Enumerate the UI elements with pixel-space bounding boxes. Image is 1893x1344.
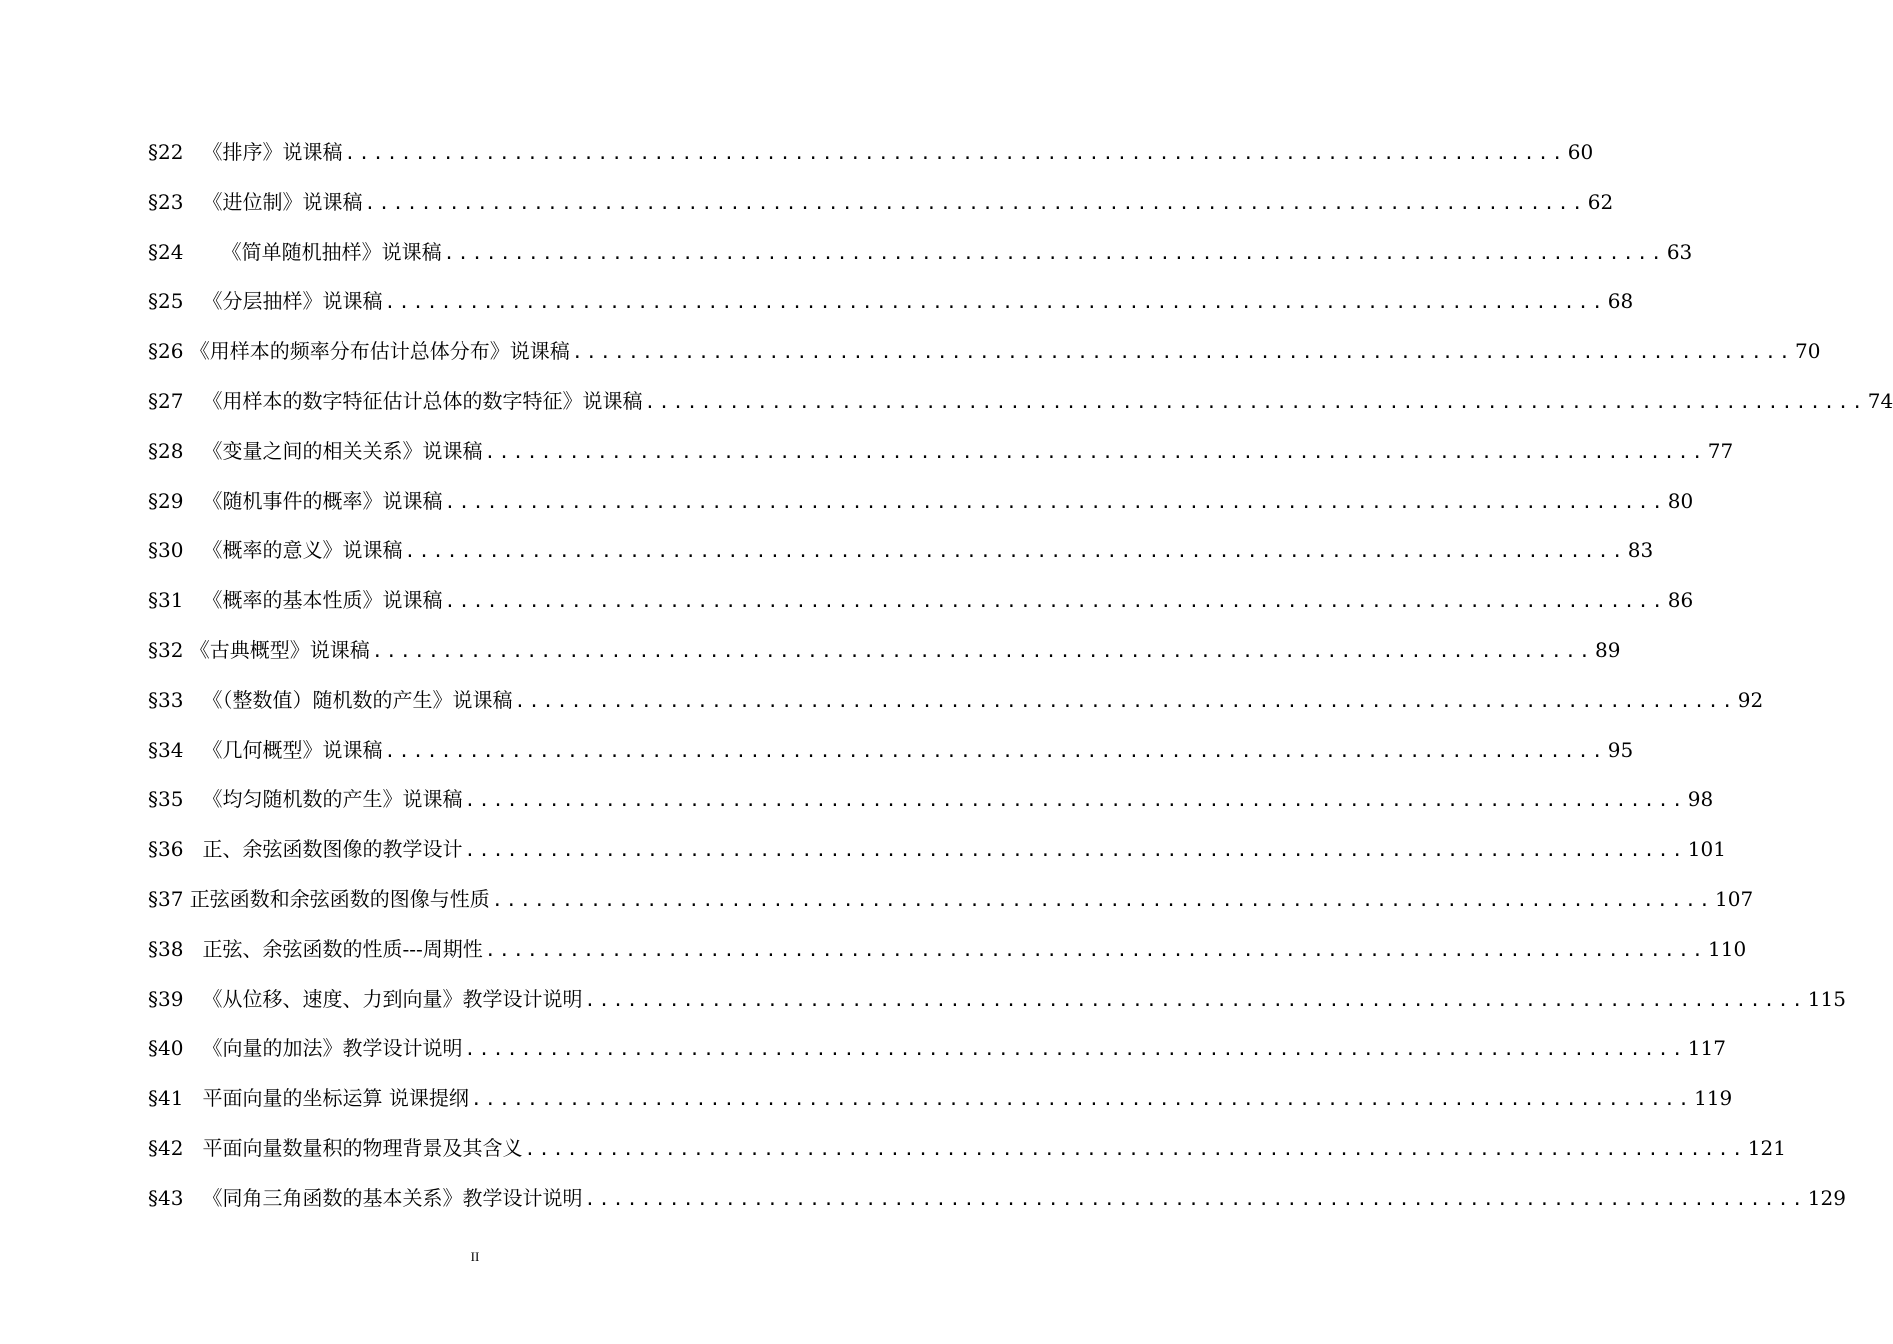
entry-section-number: §36 xyxy=(148,837,184,862)
entry-title: 《用样本的频率分布估计总体分布》说课稿 xyxy=(183,339,570,364)
entry-page-number: 77 xyxy=(1707,438,1734,463)
entry-title: 《同角三角函数的基本关系》教学设计说明 xyxy=(183,1185,583,1210)
toc-entry[interactable] xyxy=(148,1024,1726,1074)
entry-title: 《概率的基本性质》说课稿 xyxy=(183,588,443,613)
entry-page-number: 117 xyxy=(1687,1036,1726,1061)
entry-section-number: §34 xyxy=(148,737,184,762)
entry-title: 《排序》说课稿 xyxy=(183,140,343,164)
entry-section-number: §26 xyxy=(148,339,184,364)
entry-title: 《从位移、速度、力到向量》教学设计说明 xyxy=(183,986,583,1011)
toc-entry[interactable] xyxy=(148,775,1714,825)
toc-entry[interactable] xyxy=(148,576,1694,626)
toc-entry[interactable] xyxy=(148,377,1893,427)
entry-page-number: 95 xyxy=(1607,737,1634,762)
dot-leader: ....................................................................................... xyxy=(444,591,1666,613)
dot-leader: ....................................................................................... xyxy=(464,1039,1686,1061)
entry-page-number: 60 xyxy=(1567,140,1594,164)
entry-section-number: §37 xyxy=(148,886,184,911)
entry-title: 《（整数值）随机数的产生》说课稿 xyxy=(183,687,513,712)
toc-entry[interactable] xyxy=(148,975,1846,1025)
entry-section-number: §29 xyxy=(148,488,184,513)
entry-title: 《古典概型》说课稿 xyxy=(183,637,370,662)
entry-title: 《向量的加法》教学设计说明 xyxy=(183,1036,463,1061)
dot-leader: ....................................................................................... xyxy=(514,690,1736,712)
dot-leader: ....................................................................................... xyxy=(384,740,1606,762)
entry-page-number: 98 xyxy=(1687,787,1714,812)
dot-leader: ....................................................................................... xyxy=(404,541,1626,563)
toc-entry[interactable] xyxy=(148,477,1694,527)
entry-section-number: §22 xyxy=(148,140,184,164)
entry-section-number: §38 xyxy=(148,936,184,961)
entry-title: 《随机事件的概率》说课稿 xyxy=(183,488,443,513)
toc-entry[interactable] xyxy=(148,178,1614,228)
dot-leader: ....................................................................................... xyxy=(371,640,1594,662)
entry-section-number: §33 xyxy=(148,687,184,712)
entry-section-number: §35 xyxy=(148,787,184,812)
dot-leader: ....................................................................................... xyxy=(484,441,1706,463)
table-of-contents xyxy=(148,128,1893,1224)
toc-entry[interactable] xyxy=(148,726,1634,776)
dot-leader: ....................................................................................... xyxy=(464,790,1686,812)
entry-page-number: 70 xyxy=(1795,339,1821,364)
entry-page-number: 63 xyxy=(1666,239,1693,264)
entry-page-number: 80 xyxy=(1667,488,1694,513)
toc-entry[interactable] xyxy=(148,228,1693,278)
entry-page-number: 119 xyxy=(1694,1086,1733,1111)
dot-leader: ....................................................................................... xyxy=(470,1089,1693,1111)
dot-leader: ....................................................................................... xyxy=(464,840,1686,862)
entry-page-number: 101 xyxy=(1687,837,1726,862)
entry-page-number: 107 xyxy=(1715,886,1754,911)
toc-entry[interactable] xyxy=(148,676,1764,726)
entry-section-number: §25 xyxy=(148,289,184,314)
toc-entry[interactable] xyxy=(148,925,1747,975)
entry-title: 正弦函数和余弦函数的图像与性质 xyxy=(183,886,490,911)
dot-leader: ....................................................................................... xyxy=(364,192,1586,214)
entry-title: 《均匀随机数的产生》说课稿 xyxy=(183,787,463,812)
entry-page-number: 86 xyxy=(1667,588,1694,613)
entry-section-number: §24 xyxy=(148,239,184,264)
entry-page-number: 89 xyxy=(1595,637,1621,662)
entry-page-number: 62 xyxy=(1587,189,1614,214)
entry-section-number: §41 xyxy=(148,1086,184,1111)
entry-title: 《变量之间的相关关系》说课稿 xyxy=(183,438,483,463)
entry-page-number: 129 xyxy=(1807,1185,1846,1210)
entry-title: 正弦、余弦函数的性质---周期性 xyxy=(183,936,483,961)
toc-entry[interactable] xyxy=(148,1074,1733,1124)
entry-section-number: §40 xyxy=(148,1036,184,1061)
entry-title: 《几何概型》说课稿 xyxy=(183,737,383,762)
entry-page-number: 121 xyxy=(1747,1135,1786,1160)
dot-leader: ....................................................................................... xyxy=(524,1138,1746,1160)
toc-entry[interactable] xyxy=(148,277,1634,327)
entry-page-number: 83 xyxy=(1627,538,1654,563)
entry-section-number: §39 xyxy=(148,986,184,1011)
toc-entry[interactable] xyxy=(148,825,1726,875)
dot-leader: ....................................................................................... xyxy=(443,242,1665,264)
dot-leader: ....................................................................................... xyxy=(584,1188,1806,1210)
dot-leader: ....................................................................................... xyxy=(444,491,1666,513)
toc-entry[interactable] xyxy=(148,1124,1786,1174)
entry-section-number: §31 xyxy=(148,588,184,613)
entry-page-number: 92 xyxy=(1737,687,1764,712)
entry-title: 平面向量的坐标运算 说课提纲 xyxy=(183,1086,469,1111)
entry-title: 《用样本的数字特征估计总体的数字特征》说课稿 xyxy=(183,388,643,413)
toc-entry[interactable] xyxy=(148,1174,1846,1224)
entry-section-number: §32 xyxy=(148,637,184,662)
entry-page-number: 115 xyxy=(1807,986,1846,1011)
entry-section-number: §27 xyxy=(148,388,184,413)
toc-entry[interactable] xyxy=(148,875,1754,925)
toc-entry[interactable] xyxy=(148,427,1734,477)
toc-entry[interactable] xyxy=(148,626,1621,676)
entry-page-number: 110 xyxy=(1708,936,1747,961)
dot-leader: ....................................................................................... xyxy=(584,989,1806,1011)
toc-entry[interactable] xyxy=(148,327,1821,377)
dot-leader: ....................................................................................... xyxy=(384,292,1606,314)
dot-leader: ....................................................................................... xyxy=(571,342,1794,364)
entry-section-number: §23 xyxy=(148,189,184,214)
toc-entry[interactable] xyxy=(148,128,1594,178)
entry-title: 正、余弦函数图像的教学设计 xyxy=(183,837,463,862)
entry-section-number: §43 xyxy=(148,1185,184,1210)
entry-title: 《分层抽样》说课稿 xyxy=(183,289,383,314)
dot-leader: ....................................................................................... xyxy=(344,143,1566,164)
entry-title: 《简单随机抽样》说课稿 xyxy=(183,239,442,264)
dot-leader: ....................................................................................... xyxy=(644,391,1866,413)
entry-title: 《概率的意义》说课稿 xyxy=(183,538,403,563)
entry-section-number: §42 xyxy=(148,1135,184,1160)
page-number: II xyxy=(470,1249,480,1264)
entry-section-number: §30 xyxy=(148,538,184,563)
dot-leader: ....................................................................................... xyxy=(484,939,1707,961)
toc-entry[interactable] xyxy=(148,526,1654,576)
entry-page-number: 74 xyxy=(1867,388,1893,413)
entry-section-number: §28 xyxy=(148,438,184,463)
entry-title: 《进位制》说课稿 xyxy=(183,189,363,214)
entry-title: 平面向量数量积的物理背景及其含义 xyxy=(183,1135,523,1160)
dot-leader: ....................................................................................... xyxy=(491,889,1714,911)
entry-page-number: 68 xyxy=(1607,289,1634,314)
